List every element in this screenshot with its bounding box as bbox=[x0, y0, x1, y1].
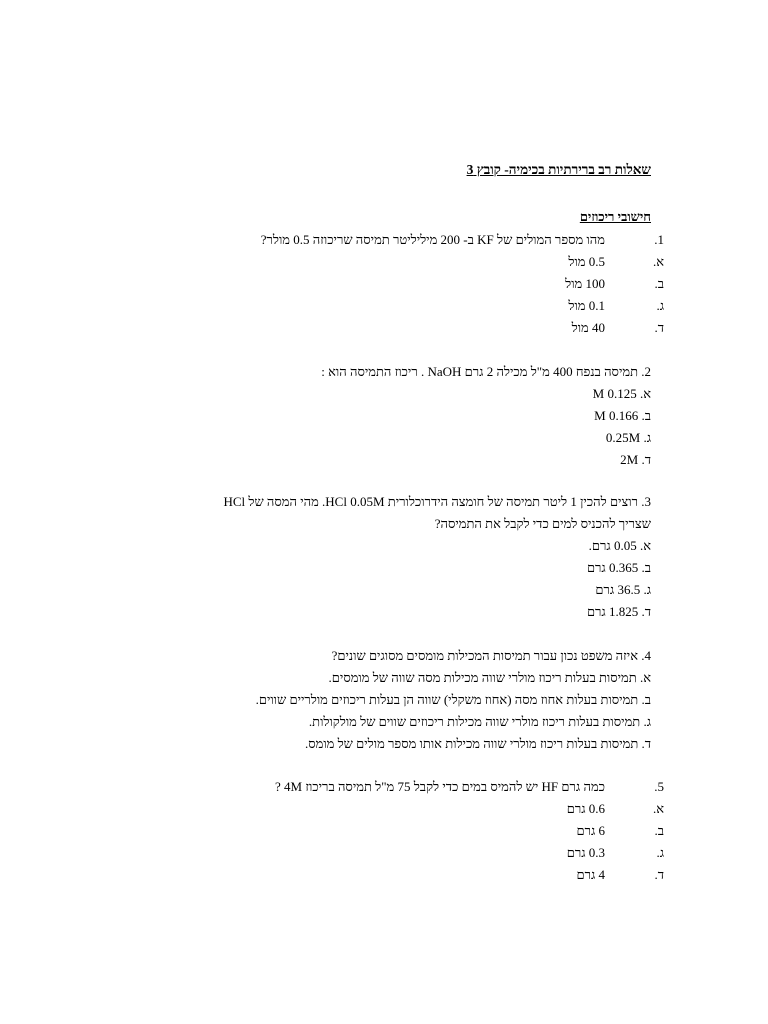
question-1-text: מהו מספר המולים של KF ב- 200 מיליליטר תמיסה שריכוזה 0.5 מולר? bbox=[260, 232, 605, 247]
question-5-text: כמה גרם HF יש להמיס במים כדי לקבל 75 מ"ל תמיסה בריכוז 4M ? bbox=[275, 779, 605, 794]
question-1-number: 1. bbox=[654, 232, 664, 247]
q4-option: א. תמיסות בעלות ריכוז מולרי שווה מכילות מסה שווה של מומסים. bbox=[328, 670, 651, 685]
question-5-number: 5. bbox=[654, 779, 664, 794]
question-2-text: 2. תמיסה בנפח 400 מ"ל מכילה 2 גרם NaOH . ריכוז התמיסה הוא : bbox=[321, 364, 651, 379]
q5-option-label: א. bbox=[652, 801, 664, 816]
q3-option: א. 0.05 גרם. bbox=[588, 538, 651, 553]
q4-option: ד. תמיסות בעלות ריכוז מולרי שווה מכילות אותו מספר מולים של מומס. bbox=[304, 736, 651, 751]
q5-option-label: ד. bbox=[654, 867, 664, 882]
q1-option-text: 40 מול bbox=[571, 320, 605, 335]
section-heading: חישובי ריכוזים bbox=[579, 209, 651, 224]
q4-option: ב. תמיסות בעלות אחוז מסה (אחוז משקלי) שווה הן בעלות ריכוזים מולריים שווים. bbox=[255, 692, 651, 707]
q2-option: ב. 0.166 M bbox=[594, 408, 651, 423]
q5-option-text: 4 גרם bbox=[576, 867, 605, 882]
q1-option-text: 100 מול bbox=[565, 276, 605, 291]
q2-option: א. 0.125 M bbox=[592, 386, 651, 401]
q1-option-label: ד. bbox=[654, 320, 664, 335]
q2-option: ג. 0.25M bbox=[605, 430, 651, 445]
q1-option-text: 0.5 מול bbox=[568, 254, 605, 269]
q3-option: ב. 0.365 גרם bbox=[586, 560, 651, 575]
q1-option-label: ב. bbox=[654, 276, 664, 291]
q1-option-label: ג. bbox=[656, 298, 664, 313]
q4-option: ג. תמיסות בעלות ריכוז מולרי שווה מכילות ריכוזים שווים של מולקולות. bbox=[308, 714, 651, 729]
q2-option: ד. 2M bbox=[620, 452, 651, 467]
q5-option-text: 6 גרם bbox=[576, 823, 605, 838]
q3-option: ג. 36.5 גרם bbox=[595, 582, 651, 597]
q5-option-label: ב. bbox=[654, 823, 664, 838]
q3-option: ד. 1.825 גרם bbox=[586, 604, 651, 619]
q5-option-label: ג. bbox=[656, 845, 664, 860]
question-3-text: 3. רוצים להכין 1 ליטר תמיסה של חומצה הידרוכלורית HCl 0.05M. מהי המסה של HCl bbox=[223, 494, 651, 509]
question-4-text: 4. איזה משפט נכון עבור תמיסות המכילות מומסים מסוגים שונים? bbox=[331, 648, 651, 663]
question-3-text-continued: שצריך להכניס למים כדי לקבל את התמיסה? bbox=[434, 516, 651, 531]
q5-option-text: 0.6 גרם bbox=[566, 801, 605, 816]
q1-option-label: א. bbox=[652, 254, 664, 269]
q1-option-text: 0.1 מול bbox=[568, 298, 605, 313]
q5-option-text: 0.3 גרם bbox=[566, 845, 605, 860]
document-title: שאלות רב ברירתיות בכימיה- קובץ 3 bbox=[466, 162, 651, 177]
